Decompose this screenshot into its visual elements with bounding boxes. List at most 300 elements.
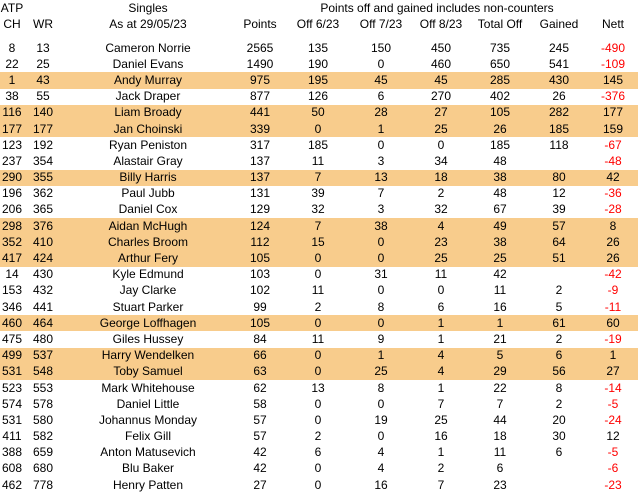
player-name-cell: Anton Matusevich <box>100 445 196 460</box>
off-7-cell: 3 <box>377 202 385 217</box>
player-name-cell: Kyle Edmund <box>112 267 184 282</box>
off-7-cell: 38 <box>350 218 412 234</box>
gained-cell: 39 <box>552 202 566 217</box>
off-6-cell: 11 <box>311 153 325 168</box>
player-name-cell: Blu Baker <box>121 461 175 476</box>
world-rank-cell: 177 <box>24 121 62 137</box>
gained-cell <box>530 267 588 283</box>
player-name-cell: Toby Samuel <box>62 364 234 380</box>
table-row <box>0 105 638 121</box>
off-7-cell: 4 <box>377 445 385 460</box>
world-rank-cell: 441 <box>32 299 54 314</box>
world-rank-cell: 43 <box>24 72 62 88</box>
total-off-cell: 11 <box>493 283 507 298</box>
world-rank-cell: 464 <box>24 315 62 331</box>
player-name-cell: Ryan Peniston <box>108 137 188 152</box>
total-off-cell: 26 <box>470 121 530 137</box>
off-8-cell: 460 <box>430 56 452 71</box>
player-name-cell: Billy Harris <box>62 170 234 186</box>
off-8-cell: 0 <box>437 137 445 152</box>
off-8-cell: 1 <box>437 331 445 346</box>
nett-cell: -36 <box>604 186 622 201</box>
player-name-cell: Harry Wendelken <box>62 348 234 364</box>
total-off-cell: 38 <box>470 234 530 250</box>
total-off-cell: 49 <box>470 218 530 234</box>
table-row <box>0 170 638 186</box>
off-7-cell: 0 <box>377 396 385 411</box>
table-row <box>0 202 638 218</box>
off-6-cell: 135 <box>307 40 329 55</box>
off-6-cell: 0 <box>286 348 350 364</box>
atp-ch-cell: 388 <box>1 445 23 460</box>
points-cell: 877 <box>249 89 271 104</box>
total-off-cell: 23 <box>493 477 507 492</box>
total-off-cell: 42 <box>493 267 507 282</box>
table-row <box>0 477 638 493</box>
header-gained: Gained <box>539 16 579 31</box>
player-name-cell: Giles Hussey <box>112 331 184 346</box>
off-6-cell: 0 <box>286 315 350 331</box>
gained-cell: 5 <box>555 299 563 314</box>
nett-cell: 8 <box>588 218 638 234</box>
total-off-cell: 11 <box>493 445 507 460</box>
player-name-cell: Arthur Fery <box>62 250 234 266</box>
atp-ch-cell: 22 <box>5 56 19 71</box>
off-7-cell: 0 <box>350 234 412 250</box>
points-cell: 27 <box>253 477 267 492</box>
gained-cell: 8 <box>555 380 563 395</box>
player-name-cell: Daniel Cox <box>118 202 178 217</box>
atp-ch-cell: 411 <box>2 429 22 444</box>
world-rank-cell: 553 <box>32 380 54 395</box>
gained-cell: 6 <box>555 445 563 460</box>
off-6-cell: 0 <box>286 121 350 137</box>
off-6-cell: 2 <box>314 299 322 314</box>
gained-cell <box>530 153 588 169</box>
total-off-cell: 5 <box>470 348 530 364</box>
off-7-cell: 4 <box>377 461 385 476</box>
total-off-cell: 285 <box>470 72 530 88</box>
points-cell: 42 <box>253 445 267 460</box>
nett-cell: -14 <box>604 380 622 395</box>
atp-ch-cell: 8 <box>8 40 16 55</box>
world-rank-cell: 424 <box>24 250 62 266</box>
total-off-cell: 16 <box>493 299 507 314</box>
off-8-cell: 11 <box>434 267 448 282</box>
off-8-cell: 23 <box>412 234 470 250</box>
atp-ch-cell: 462 <box>1 477 23 492</box>
points-cell: 2565 <box>246 40 274 55</box>
nett-cell: 60 <box>588 315 638 331</box>
total-off-cell: 38 <box>470 170 530 186</box>
points-cell: 103 <box>249 267 271 282</box>
points-cell: 339 <box>234 121 286 137</box>
points-cell: 57 <box>253 412 267 427</box>
off-6-cell: 195 <box>286 72 350 88</box>
off-6-cell: 190 <box>307 56 329 71</box>
off-7-cell: 25 <box>350 364 412 380</box>
atp-ch-cell: 499 <box>1 348 23 363</box>
world-rank-cell: 659 <box>32 445 54 460</box>
world-rank-cell: 537 <box>24 348 62 364</box>
header-atp: ATP <box>0 0 24 15</box>
table-row <box>0 364 638 380</box>
total-off-cell: 48 <box>493 186 507 201</box>
table-row <box>0 348 638 364</box>
nett-cell: -9 <box>607 283 619 298</box>
off-7-cell: 9 <box>377 331 385 346</box>
table-row <box>0 137 638 153</box>
table-row <box>0 445 638 461</box>
gained-cell: 12 <box>552 186 566 201</box>
off-8-cell: 45 <box>412 72 470 88</box>
world-rank-cell: 354 <box>32 153 54 168</box>
off-7-cell: 7 <box>377 186 385 201</box>
player-name-cell: Mark Whitehouse <box>101 380 195 395</box>
total-off-cell: 650 <box>489 56 511 71</box>
world-rank-cell: 778 <box>32 477 54 492</box>
atp-ch-cell: 196 <box>1 186 23 201</box>
world-rank-cell: 365 <box>32 202 54 217</box>
atp-ch-cell: 116 <box>0 105 24 121</box>
off-8-cell: 16 <box>434 429 448 444</box>
player-name-cell: Jack Draper <box>115 89 181 104</box>
total-off-cell: 1 <box>470 315 530 331</box>
nett-cell: -23 <box>604 477 622 492</box>
header-ch: CH <box>3 16 21 31</box>
atp-ch-cell: 153 <box>1 283 23 298</box>
off-8-cell: 1 <box>437 380 445 395</box>
off-6-cell: 50 <box>286 105 350 121</box>
gained-cell: 2 <box>555 396 563 411</box>
table-row <box>0 153 638 169</box>
total-off-cell: 105 <box>470 105 530 121</box>
atp-ch-cell: 38 <box>5 89 19 104</box>
gained-cell: 56 <box>530 364 588 380</box>
off-6-cell: 13 <box>311 380 325 395</box>
points-cell: 131 <box>249 186 271 201</box>
table-row <box>0 380 638 396</box>
gained-cell: 57 <box>530 218 588 234</box>
off-7-cell: 3 <box>377 153 385 168</box>
nett-cell: 26 <box>588 234 638 250</box>
off-6-cell: 11 <box>311 331 325 346</box>
off-6-cell: 7 <box>286 218 350 234</box>
header-points: Points <box>243 16 277 31</box>
world-rank-cell: 580 <box>32 412 54 427</box>
world-rank-cell: 362 <box>32 186 54 201</box>
off-7-cell: 1 <box>350 348 412 364</box>
atp-ch-cell: 177 <box>1 121 23 136</box>
total-off-cell: 18 <box>493 429 507 444</box>
nett-cell: -19 <box>604 331 622 346</box>
table-row <box>0 186 638 202</box>
nett-cell: -5 <box>607 445 619 460</box>
atp-ch-cell: 460 <box>1 315 23 330</box>
atp-ch-cell: 298 <box>1 218 23 233</box>
points-cell: 441 <box>234 105 286 121</box>
off-7-cell: 13 <box>350 170 412 186</box>
total-off-cell: 44 <box>493 412 507 427</box>
off-6-cell: 126 <box>307 89 329 104</box>
table-row <box>0 331 638 347</box>
off-7-cell: 150 <box>370 40 392 55</box>
player-name-cell: Cameron Norrie <box>105 40 191 55</box>
table-row <box>0 121 638 137</box>
nett-cell: -6 <box>607 461 619 476</box>
gained-cell <box>530 477 588 493</box>
player-name-cell: Alastair Gray <box>113 153 183 168</box>
header-nett: Nett <box>601 16 624 31</box>
gained-cell: 2 <box>555 283 563 298</box>
points-cell: 124 <box>234 218 286 234</box>
off-8-cell: 25 <box>434 412 448 427</box>
world-rank-cell: 582 <box>32 429 54 444</box>
off-6-cell: 0 <box>314 461 322 476</box>
off-8-cell: 4 <box>412 364 470 380</box>
nett-cell: 12 <box>606 429 620 444</box>
off-8-cell: 4 <box>412 218 470 234</box>
off-6-cell: 11 <box>311 283 325 298</box>
header-singles: Singles <box>128 0 168 15</box>
nett-cell: 27 <box>588 364 638 380</box>
off-8-cell: 27 <box>412 105 470 121</box>
player-rows <box>0 40 638 493</box>
off-7-cell: 45 <box>350 72 412 88</box>
atp-ch-cell: 531 <box>1 364 23 379</box>
player-name-cell: Jay Clarke <box>119 283 177 298</box>
header-row-1 <box>0 0 638 16</box>
points-cell: 317 <box>249 137 271 152</box>
player-name-cell: Aidan McHugh <box>62 218 234 234</box>
header-off-6: Off 6/23 <box>296 16 340 31</box>
off-8-cell: 7 <box>437 396 445 411</box>
off-6-cell: 2 <box>314 429 322 444</box>
nett-cell: -48 <box>604 153 622 168</box>
gained-cell: 30 <box>552 429 566 444</box>
header-total-off: Total Off <box>477 16 523 31</box>
points-cell: 102 <box>249 283 271 298</box>
player-name-cell: Paul Jubb <box>121 186 175 201</box>
player-name-cell: Daniel Evans <box>112 56 184 71</box>
off-7-cell: 8 <box>377 380 385 395</box>
off-8-cell: 25 <box>412 250 470 266</box>
gained-cell: 282 <box>530 105 588 121</box>
world-rank-cell: 13 <box>36 40 50 55</box>
atp-ch-cell: 1 <box>0 72 24 88</box>
points-cell: 105 <box>234 315 286 331</box>
off-8-cell: 1 <box>437 445 445 460</box>
table-row <box>0 56 638 72</box>
table-row <box>0 250 638 266</box>
table-row <box>0 89 638 105</box>
player-name-cell: Andy Murray <box>62 72 234 88</box>
gained-cell: 20 <box>552 412 566 427</box>
off-6-cell: 0 <box>314 267 322 282</box>
off-7-cell: 16 <box>374 477 388 492</box>
off-6-cell: 0 <box>314 396 322 411</box>
table-row <box>0 267 638 283</box>
world-rank-cell: 432 <box>32 283 54 298</box>
world-rank-cell: 55 <box>36 89 50 104</box>
nett-cell: -42 <box>604 267 622 282</box>
total-off-cell: 185 <box>489 137 511 152</box>
player-name-cell: Johannus Monday <box>98 412 198 427</box>
nett-cell: -490 <box>600 40 626 55</box>
atp-ch-cell: 352 <box>1 234 23 249</box>
atp-ch-cell: 290 <box>1 170 23 185</box>
points-cell: 57 <box>253 429 267 444</box>
off-6-cell: 7 <box>286 170 350 186</box>
gained-cell: 185 <box>530 121 588 137</box>
off-8-cell: 7 <box>437 477 445 492</box>
off-6-cell: 6 <box>314 445 322 460</box>
points-cell: 84 <box>253 331 267 346</box>
table-row <box>0 299 638 315</box>
table-row <box>0 412 638 428</box>
off-7-cell: 28 <box>350 105 412 121</box>
off-7-cell: 6 <box>377 89 385 104</box>
gained-cell: 430 <box>530 72 588 88</box>
header-off-8: Off 8/23 <box>419 16 463 31</box>
off-6-cell: 0 <box>286 250 350 266</box>
points-cell: 42 <box>253 461 267 476</box>
total-off-cell: 7 <box>496 396 504 411</box>
player-name-cell: Charles Broom <box>62 234 234 250</box>
off-8-cell: 0 <box>437 283 445 298</box>
player-name-cell: Liam Broady <box>62 105 234 121</box>
points-cell: 99 <box>253 299 267 314</box>
total-off-cell: 735 <box>489 40 511 55</box>
gained-cell: 541 <box>548 56 570 71</box>
atp-ch-cell: 608 <box>1 461 23 476</box>
nett-cell: 145 <box>588 72 638 88</box>
nett-cell: -11 <box>604 299 622 314</box>
gained-cell: 26 <box>552 89 566 104</box>
header-note: Points off and gained includes non-counters <box>320 0 554 15</box>
points-cell: 66 <box>234 348 286 364</box>
points-cell: 1490 <box>246 56 274 71</box>
table-row <box>0 315 638 331</box>
off-7-cell: 0 <box>350 250 412 266</box>
atp-ch-cell: 237 <box>1 153 23 168</box>
gained-cell: 245 <box>548 40 570 55</box>
nett-cell: -67 <box>604 137 622 152</box>
gained-cell: 64 <box>530 234 588 250</box>
off-7-cell: 0 <box>377 137 385 152</box>
gained-cell: 2 <box>555 331 563 346</box>
world-rank-cell: 25 <box>36 56 50 71</box>
world-rank-cell: 680 <box>32 461 54 476</box>
atp-ch-cell: 206 <box>1 202 23 217</box>
atp-ch-cell: 14 <box>5 267 19 282</box>
points-cell: 975 <box>234 72 286 88</box>
world-rank-cell: 410 <box>24 234 62 250</box>
off-6-cell: 0 <box>314 412 322 427</box>
off-6-cell: 185 <box>307 137 329 152</box>
atp-ch-cell: 531 <box>1 412 23 427</box>
off-7-cell: 0 <box>377 283 385 298</box>
player-name-cell: Jan Choinski <box>62 121 234 137</box>
nett-cell: -24 <box>604 412 622 427</box>
gained-cell: 80 <box>530 170 588 186</box>
player-name-cell: Felix Gill <box>124 429 171 444</box>
nett-cell: 26 <box>588 250 638 266</box>
points-cell: 137 <box>234 170 286 186</box>
table-row <box>0 461 638 477</box>
total-off-cell: 21 <box>493 331 507 346</box>
header-off-7: Off 7/23 <box>359 16 403 31</box>
off-7-cell: 8 <box>377 299 385 314</box>
atp-ch-cell: 123 <box>1 137 23 152</box>
table-row <box>0 429 638 445</box>
off-7-cell: 0 <box>377 429 385 444</box>
total-off-cell: 6 <box>496 461 504 476</box>
off-8-cell: 6 <box>437 299 445 314</box>
off-6-cell: 15 <box>286 234 350 250</box>
nett-cell: 42 <box>588 170 638 186</box>
points-cell: 137 <box>249 153 271 168</box>
header-wr: WR <box>33 16 53 31</box>
off-6-cell: 39 <box>311 186 325 201</box>
world-rank-cell: 355 <box>24 170 62 186</box>
points-cell: 63 <box>234 364 286 380</box>
total-off-cell: 25 <box>470 250 530 266</box>
points-cell: 62 <box>253 380 267 395</box>
points-cell: 129 <box>249 202 271 217</box>
off-8-cell: 450 <box>430 40 452 55</box>
table-row <box>0 218 638 234</box>
points-cell: 112 <box>234 234 286 250</box>
player-name-cell: George Loffhagen <box>62 315 234 331</box>
player-name-cell: Stuart Parker <box>112 299 184 314</box>
total-off-cell: 67 <box>493 202 507 217</box>
off-8-cell: 34 <box>434 153 448 168</box>
table-row <box>0 234 638 250</box>
total-off-cell: 48 <box>493 153 507 168</box>
table-row <box>0 40 638 56</box>
world-rank-cell: 140 <box>24 105 62 121</box>
off-8-cell: 25 <box>412 121 470 137</box>
off-6-cell: 0 <box>286 364 350 380</box>
off-7-cell: 19 <box>374 412 388 427</box>
gained-cell: 61 <box>530 315 588 331</box>
nett-cell: -376 <box>600 89 626 104</box>
table-row <box>0 283 638 299</box>
atp-ch-cell: 346 <box>1 299 23 314</box>
off-7-cell: 0 <box>377 56 385 71</box>
gained-cell <box>530 461 588 477</box>
points-cell: 58 <box>253 396 267 411</box>
header-row-2 <box>0 16 638 32</box>
points-cell: 105 <box>234 250 286 266</box>
nett-cell: -28 <box>604 202 622 217</box>
gained-cell: 51 <box>530 250 588 266</box>
off-8-cell: 4 <box>412 348 470 364</box>
total-off-cell: 22 <box>493 380 507 395</box>
player-name-cell: Daniel Little <box>116 396 180 411</box>
player-name-cell: Henry Patten <box>112 477 184 492</box>
world-rank-cell: 578 <box>32 396 54 411</box>
off-8-cell: 2 <box>437 461 445 476</box>
world-rank-cell: 192 <box>32 137 54 152</box>
off-6-cell: 0 <box>314 477 322 492</box>
off-8-cell: 32 <box>434 202 448 217</box>
off-7-cell: 31 <box>374 267 388 282</box>
off-7-cell: 0 <box>350 315 412 331</box>
off-8-cell: 1 <box>412 315 470 331</box>
table-row <box>0 396 638 412</box>
